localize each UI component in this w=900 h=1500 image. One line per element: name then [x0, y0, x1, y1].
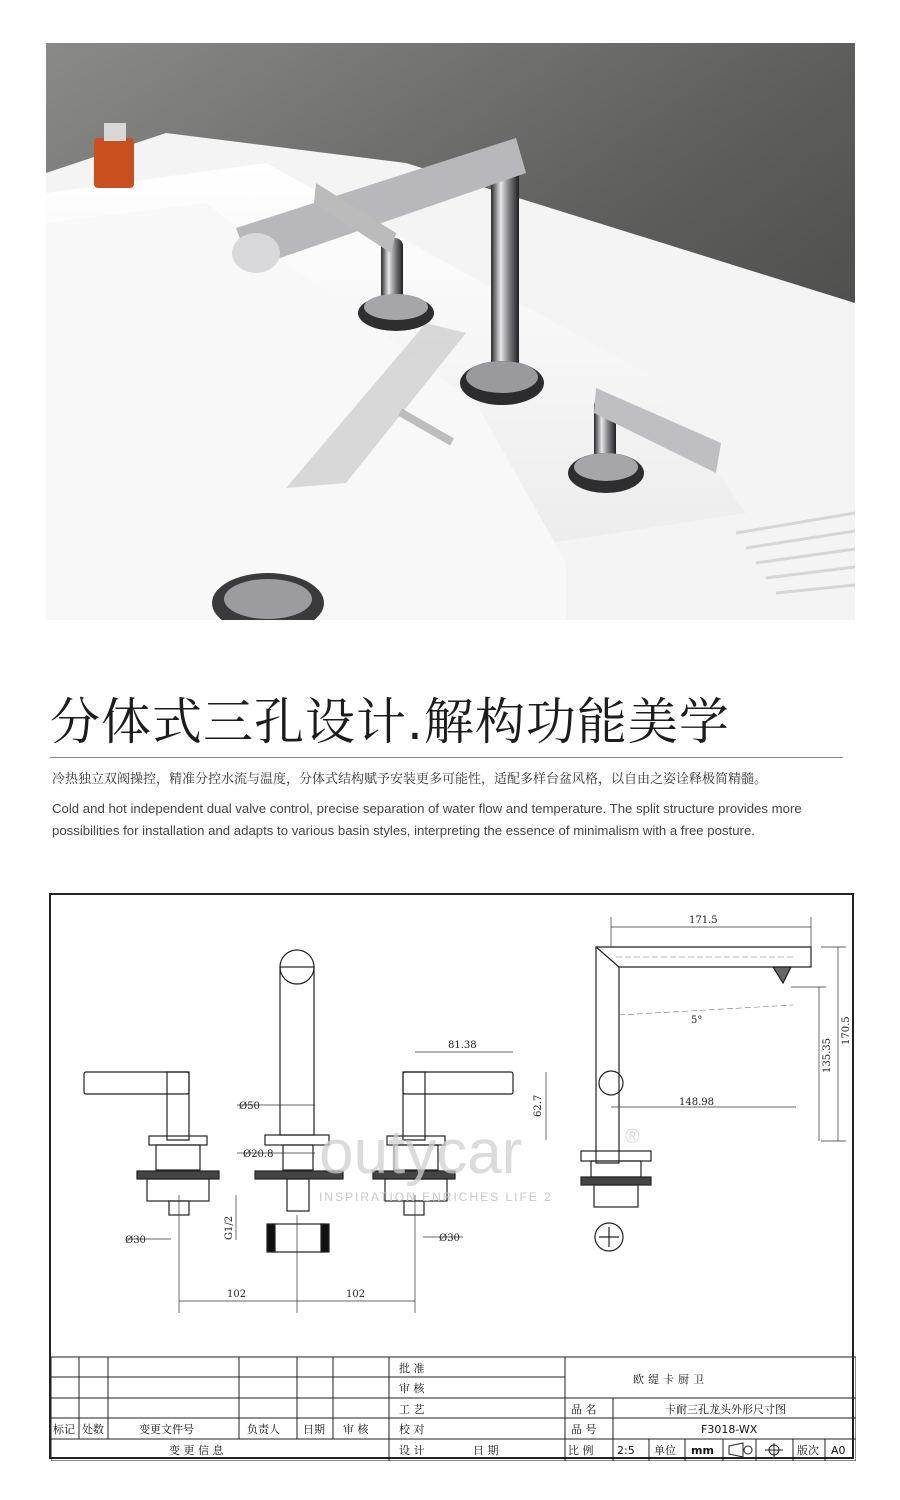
description-chinese: 冷热独立双阀操控，精准分控水流与温度，分体式结构赋予安装更多可能性，适配多样台盆风格，以自由之姿诠释极简精髓。 [52, 772, 768, 787]
product-photo [46, 43, 855, 620]
title-divider [50, 757, 843, 758]
faucet-photo-illustration [46, 43, 855, 620]
tb-change-info: 变 更 信 息 [169, 1444, 224, 1457]
tb-col-review: 审 核 [343, 1423, 369, 1436]
tb-scale-label: 比 例 [568, 1444, 594, 1457]
tb-col-owner: 负责人 [247, 1423, 280, 1436]
dim-171-5: 171.5 [689, 915, 718, 926]
dim-135-35: 135.35 [822, 1038, 833, 1073]
tb-col-date: 日期 [303, 1423, 325, 1436]
tb-version-label: 版次 [797, 1444, 819, 1457]
tb-check: 校 对 [399, 1423, 425, 1436]
dim-diameter-20-8: Ø20.8 [243, 1149, 274, 1160]
dim-angle: 5° [691, 1015, 703, 1026]
dim-diameter-30-left: Ø30 [125, 1235, 146, 1246]
dim-diameter-30-right: Ø30 [439, 1233, 460, 1244]
projection-symbol-icon [729, 1443, 752, 1457]
tb-date: 日 期 [473, 1444, 499, 1457]
dim-g12: G1/2 [224, 1215, 235, 1240]
dimension-drawing-svg [51, 895, 856, 1461]
tb-name-label: 品 名 [571, 1403, 597, 1416]
tb-col-count: 处数 [82, 1423, 104, 1436]
tb-col-mark: 标记 [53, 1423, 75, 1436]
dim-62-7: 62.7 [533, 1094, 544, 1117]
dim-148-98: 148.98 [679, 1097, 714, 1108]
tb-approve: 批 准 [399, 1362, 425, 1375]
projection-cross-icon [765, 1443, 783, 1457]
tb-unit-value: mm [691, 1444, 714, 1457]
dim-170-5: 170.5 [841, 1016, 852, 1045]
tb-col-doc: 变更文件号 [139, 1423, 194, 1436]
tb-scale-value: 2:5 [617, 1444, 635, 1457]
tb-company: 欧缇卡厨卫 [633, 1373, 708, 1386]
tb-model-label: 品 号 [571, 1423, 597, 1436]
dim-102-left: 102 [227, 1289, 247, 1300]
dim-102-right: 102 [346, 1289, 366, 1300]
dim-81-38: 81.38 [448, 1040, 477, 1051]
tb-design: 设 计 [399, 1444, 425, 1457]
tb-process: 工 艺 [399, 1403, 425, 1416]
technical-drawing [49, 893, 854, 1459]
tb-version-value: A0 [831, 1444, 846, 1457]
tb-model-value: F3018-WX [701, 1423, 758, 1436]
page-title: 分体式三孔设计.解构功能美学 [50, 693, 730, 751]
dim-diameter-50: Ø50 [239, 1101, 260, 1112]
description-english: Cold and hot independent dual valve control, precise separation of water flow and temperature. The split structure provides more possibilities for installation and adapts to various basin styles, interpreting the essence of minimalism with a free posture. [52, 801, 802, 838]
tb-unit-label: 单位 [654, 1444, 676, 1457]
watermark-registered: ® [625, 1126, 640, 1148]
tb-name-value: 卡耐三孔龙头外形尺寸图 [665, 1403, 786, 1416]
watermark-tagline: INSPIRATION ENRICHES LIFE 2 [319, 1190, 553, 1204]
watermark-brand: outycar [319, 1118, 523, 1187]
tb-review: 审 核 [399, 1382, 425, 1395]
